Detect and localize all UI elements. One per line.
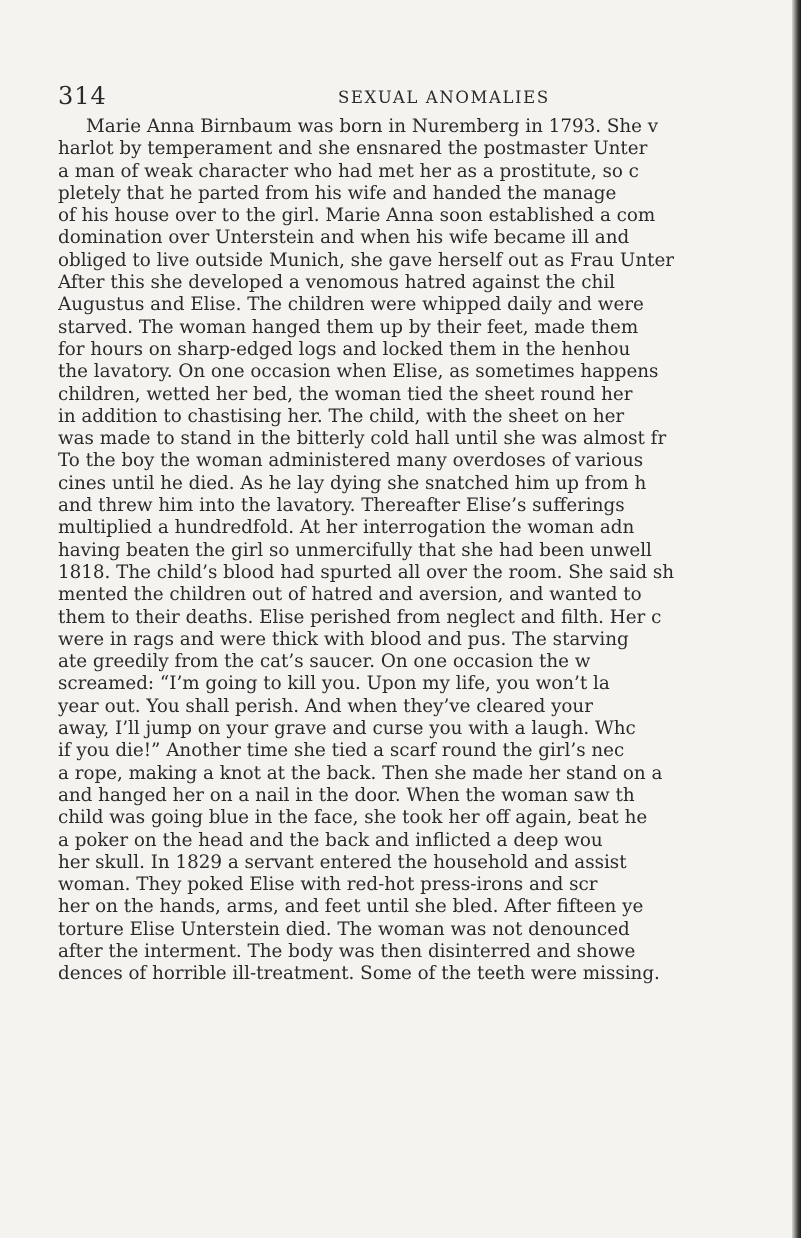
text-line: Augustus and Elise. The children were whipped daily and were (58, 294, 644, 316)
text-line: her skull. In 1829 a servant entered the household and assist (58, 851, 627, 873)
text-line: pletely that he parted from his wife and handed the manage (58, 182, 617, 204)
text-line: a poker on the head and the back and inflicted a deep wou (58, 829, 603, 851)
text-line: starved. The woman hanged them up by their feet, made them (58, 316, 639, 338)
text-line: mented the children out of hatred and aversion, and wanted to (58, 584, 642, 606)
text-line: Marie Anna Birnbaum was born in Nuremberg in 1793. She v (86, 116, 659, 137)
text-line: ate greedily from the cat’s saucer. On one occasion the w (58, 651, 591, 673)
text-line: children, wetted her bed, the woman tied the sheet round her (58, 383, 633, 405)
running-head: SEXUAL ANOMALIES (338, 88, 550, 107)
text-line: obliged to live outside Munich, she gave herself out as Frau Unter (58, 249, 675, 271)
text-line: having beaten the girl so unmercifully that she had been unwell (58, 539, 652, 561)
body-text (58, 116, 790, 986)
text-line: dences of horrible ill-treatment. Some of the teeth were missing. (58, 963, 660, 985)
text-line: a rope, making a knot at the back. Then she made her stand on a (58, 762, 663, 784)
text-line: the lavatory. On one occasion when Elise, as sometimes happens (58, 361, 659, 383)
text-line: child was going blue in the face, she took her off again, beat he (58, 807, 648, 829)
text-line: after the interment. The body was then disinterred and showe (58, 940, 636, 962)
text-line: in addition to chastising her. The child, with the sheet on her (58, 405, 625, 427)
text-line: and hanged her on a nail in the door. When the woman saw th (58, 784, 635, 806)
text-line: of his house over to the girl. Marie Anna soon established a com (58, 205, 656, 227)
text-line: torture Elise Unterstein died. The woman was not denounced (58, 918, 630, 940)
text-line: 1818. The child’s blood had spurted all over the room. She said sh (58, 561, 674, 583)
text-line: After this she developed a venomous hatred against the chil (58, 272, 616, 294)
text-line: woman. They poked Elise with red-hot press-irons and scr (58, 874, 598, 896)
text-line: To the boy the woman administered many overdoses of various (58, 450, 644, 472)
text-line: domination over Unterstein and when his wife became ill and (58, 227, 630, 249)
text-line: screamed: “I’m going to kill you. Upon my life, you won’t la (58, 673, 610, 695)
text-line: and threw him into the lavatory. Thereafter Elise’s sufferings (58, 495, 625, 517)
page-number: 314 (58, 82, 107, 110)
text-line: her on the hands, arms, and feet until she bled. After fifteen ye (58, 896, 644, 918)
text-line: was made to stand in the bitterly cold hall until she was almost fr (58, 428, 667, 450)
text-line: away, I’ll jump on your grave and curse you with a laugh. Whc (58, 718, 636, 740)
text-line: cines until he died. As he lay dying she snatched him up from h (58, 472, 647, 494)
text-line: multiplied a hundredfold. At her interrogation the woman adn (58, 517, 635, 539)
text-line: a man of weak character who had met her as a prostitute, so c (58, 160, 639, 182)
text-line: for hours on sharp-edged logs and locked them in the henhou (58, 338, 631, 360)
text-line: harlot by temperament and she ensnared the postmaster Unter (58, 138, 648, 160)
text-line: them to their deaths. Elise perished from neglect and filth. Her c (58, 606, 662, 628)
text-line: if you die!” Another time she tied a scarf round the girl’s nec (58, 740, 625, 762)
text-line: year out. You shall perish. And when they’ve cleared your (58, 695, 593, 717)
text-line: were in rags and were thick with blood and pus. The starving (58, 628, 629, 650)
page-gutter-edge (792, 0, 801, 1238)
